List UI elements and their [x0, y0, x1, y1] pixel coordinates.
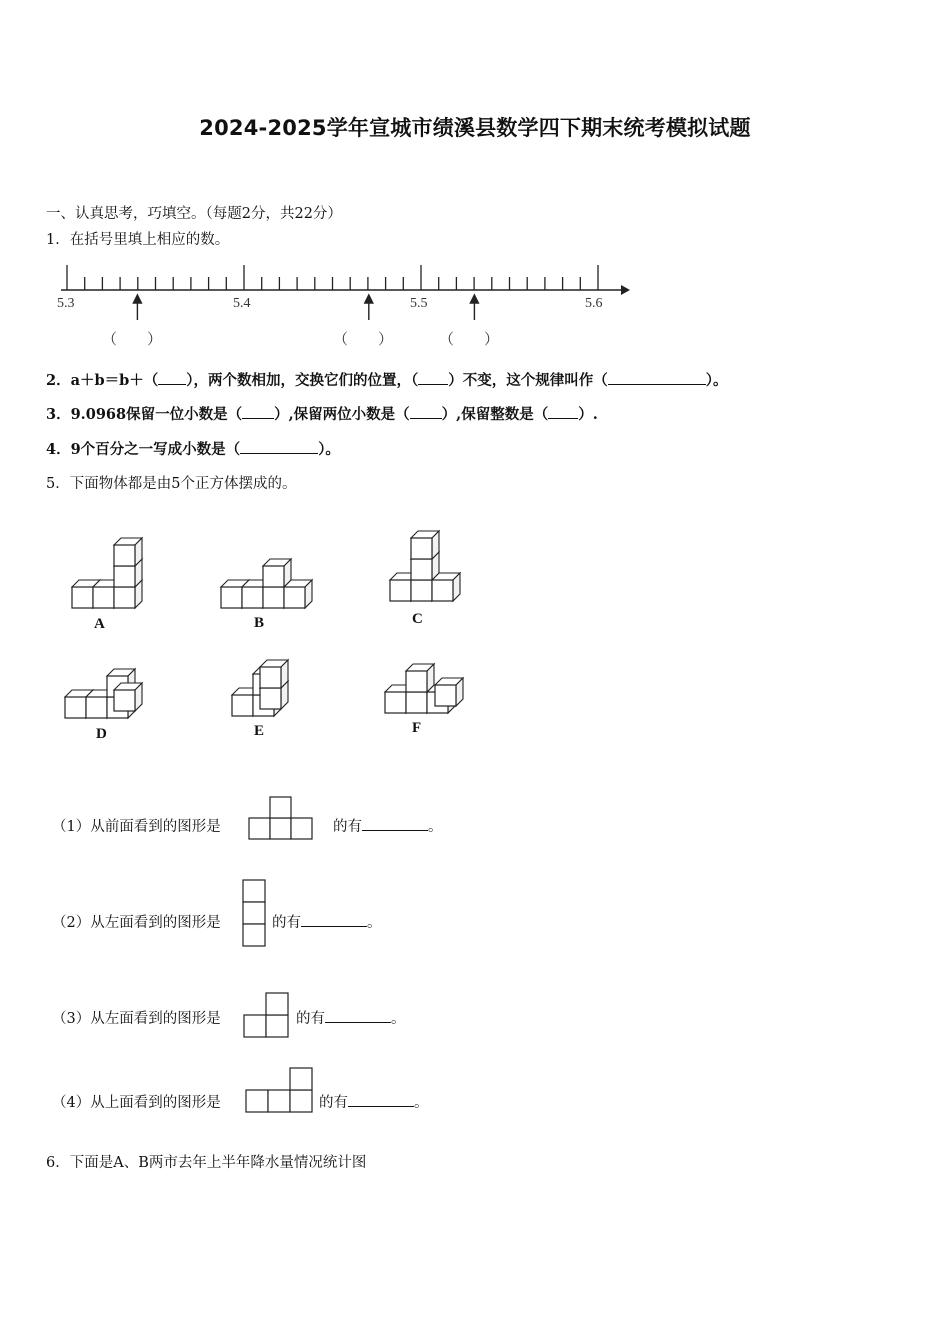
q4-blank-1[interactable]: [240, 441, 318, 454]
section-heading: 一、认真思考，巧填空。（每题2分，共22分）: [46, 206, 342, 222]
answer-paren-2: （ ）: [333, 330, 394, 348]
figure-label-c: C: [412, 611, 423, 627]
figure-d: [65, 669, 142, 718]
cube-figures: [55, 520, 485, 750]
subquestion-1-blank[interactable]: [362, 818, 428, 831]
subquestion-1-end: 。: [428, 819, 443, 835]
subquestion-3-end: 。: [391, 1011, 406, 1027]
q3-part-4: ）.: [578, 406, 598, 423]
figure-label-b: B: [254, 615, 265, 631]
tick-label-5-6: 5.6: [585, 296, 603, 311]
page-title: 2024-2025学年宣城市绩溪县数学四下期末统考模拟试题: [199, 116, 751, 140]
number-line-arrowhead: [621, 285, 630, 295]
tick-label-5-3: 5.3: [57, 296, 75, 311]
subquestion-2-end: 。: [367, 915, 382, 931]
figure-c: [390, 531, 460, 601]
subquestion-4-blank[interactable]: [348, 1094, 414, 1107]
subquestion-2-label: （2）从左面看到的图形是: [52, 915, 221, 931]
q4-part-1: 4．9个百分之一写成小数是（: [46, 441, 241, 458]
subquestion-3-tail: 的有: [296, 1011, 325, 1027]
q2-blank-2[interactable]: [418, 372, 448, 385]
q2-part-2: ），两个数相加，交换它们的位置，（: [186, 372, 419, 389]
q4-part-2: ）。: [318, 441, 340, 458]
view-shape-2: [242, 878, 270, 948]
question-3: [46, 403, 598, 424]
question-5: 5．下面物体都是由5个正方体摆成的。: [46, 476, 297, 492]
subquestion-2-answer: [272, 911, 382, 932]
arrow-marker-1-head: [133, 295, 141, 303]
subquestion-4-answer: [319, 1091, 429, 1112]
subquestion-1-tail: 的有: [333, 819, 362, 835]
q2-part-4: ）。: [705, 372, 728, 389]
figure-label-e: E: [254, 723, 265, 739]
subquestion-1-answer: [333, 815, 443, 836]
answer-paren-1: （ ）: [102, 330, 163, 348]
arrow-marker-3-head: [470, 295, 478, 303]
figure-a: [72, 538, 142, 608]
view-shape-1: [248, 796, 316, 842]
subquestion-2-tail: 的有: [272, 915, 301, 931]
q3-part-1: 3．9.0968保留一位小数是（: [46, 406, 243, 423]
q3-part-3: ）,保留整数是（: [441, 406, 549, 423]
q2-blank-3[interactable]: [608, 372, 706, 385]
question-2: [46, 369, 728, 390]
subquestion-3-label: （3）从左面看到的图形是: [52, 1011, 221, 1027]
number-line: [55, 258, 635, 328]
subquestion-4-label: （4）从上面看到的图形是: [52, 1095, 221, 1111]
figure-label-a: A: [94, 616, 105, 632]
question-4: [46, 438, 340, 459]
subquestion-1-label: （1）从前面看到的图形是: [52, 819, 221, 835]
subquestion-3-blank[interactable]: [325, 1010, 391, 1023]
q2-part-3: ）不变，这个规律叫作（: [448, 372, 608, 389]
view-shape-4: [245, 1067, 315, 1115]
arrow-marker-2-head: [365, 295, 373, 303]
subquestion-2-blank[interactable]: [301, 914, 367, 927]
tick-label-5-4: 5.4: [233, 296, 251, 311]
q3-blank-2[interactable]: [410, 406, 442, 419]
q3-part-2: ）,保留两位小数是（: [274, 406, 410, 423]
q2-part-1: 2．a＋b＝b＋（: [46, 372, 159, 389]
q2-blank-1[interactable]: [158, 372, 186, 385]
figure-label-f: F: [412, 720, 422, 736]
subquestion-3-answer: [296, 1007, 406, 1028]
question-1: 1．在括号里填上相应的数。: [46, 232, 230, 248]
tick-label-5-5: 5.5: [410, 296, 428, 311]
figure-f: [385, 664, 463, 713]
q3-blank-1[interactable]: [242, 406, 274, 419]
subquestion-4-end: 。: [414, 1095, 429, 1111]
figure-label-d: D: [96, 726, 107, 742]
view-shape-3: [243, 992, 291, 1040]
answer-paren-3: （ ）: [439, 330, 500, 348]
figure-e: [232, 660, 288, 716]
subquestion-4-tail: 的有: [319, 1095, 348, 1111]
figure-b: [221, 559, 312, 608]
question-6: 6．下面是A、B两市去年上半年降水量情况统计图: [46, 1155, 367, 1171]
q3-blank-3[interactable]: [548, 406, 578, 419]
